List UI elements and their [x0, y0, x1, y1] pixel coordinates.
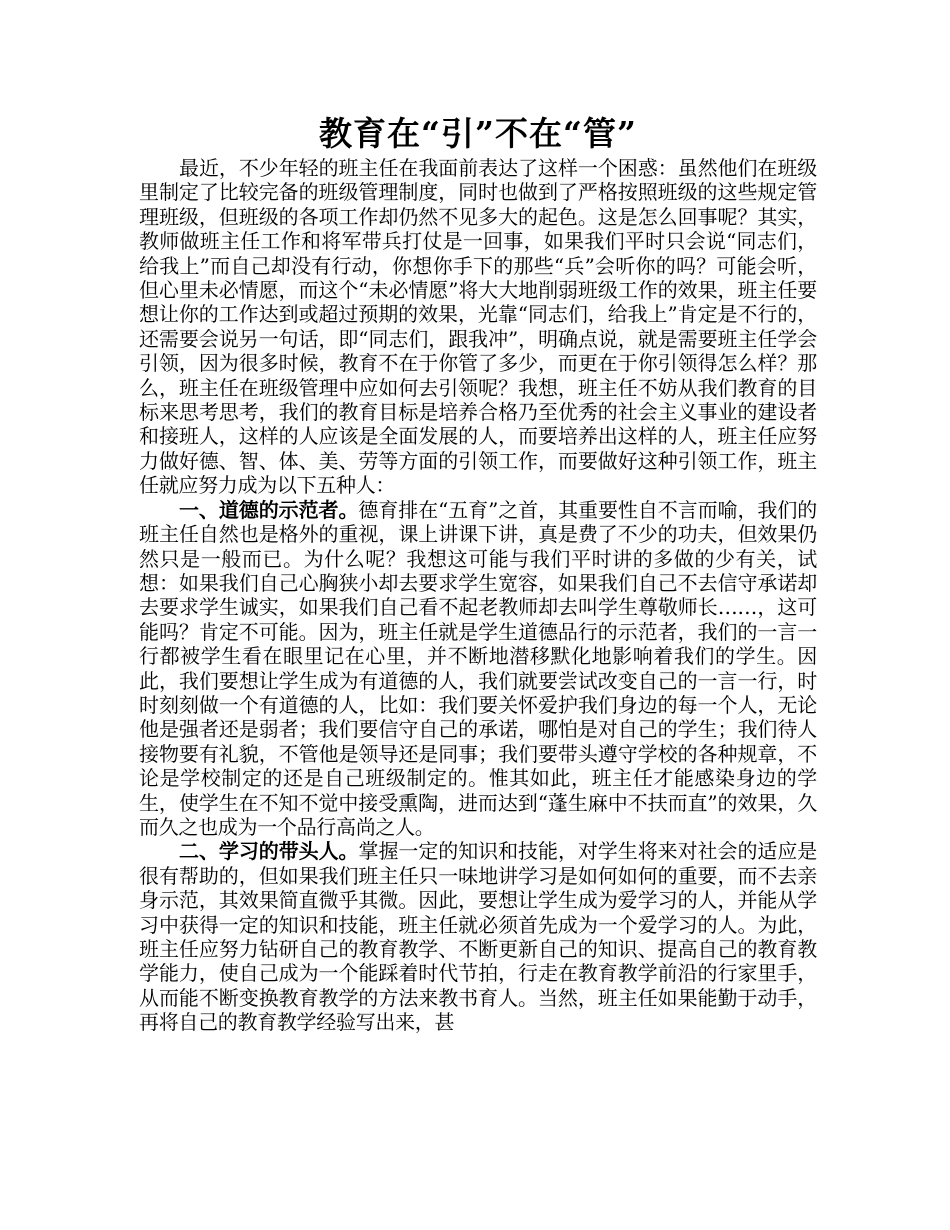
- document-body: [139, 112, 817, 1035]
- section-paragraph-learning-leader: [139, 839, 817, 1034]
- section-text-learning-leader: 掌握一定的知识和技能，对学生将来对社会的适应是很有帮助的，但如果我们班主任只一味地讲学习是如何如何的重要，而不去亲身示范，其效果简直微乎其微。因此，要想让学生成为爱学习的人，并能从学习中获得一定的知识和技能，班主任就必须首先成为一个爱学习的人。为此，班主任应努力钻研自己的教育教学、不断更新自己的知识、提高自己的教育教学能力，使自己成为一个能踩着时代节拍，行走在教育教学前沿的行家里手，从而能不断变换教育教学的方法来教书育人。当然，班主任如果能勤于动手，再将自己的教育教学经验写出来，甚: [139, 839, 817, 1035]
- section-paragraph-moral-model: [139, 498, 817, 840]
- section-text-moral-model: 德育排在“五育”之首，其重要性自不言而喻，我们的班主任自然也是格外的重视，课上讲课下讲，真是费了不少的功夫，但效果仍然只是一般而已。为什么呢？我想这可能与我们平时讲的多做的少有关，试想：如果我们自己心胸狭小却去要求学生宽容，如果我们自己不去信守承诺却去要求学生诚实，如果我们自己看不起老教师却去叫学生尊敬师长……，这可能吗？肯定不可能。因为，班主任就是学生道德品行的示范者，我们的一言一行都被学生看在眼里记在心里，并不断地潜移默化地影响着我们的学生。因此，我们要想让学生成为有道德的人，我们就要尝试改变自己的一言一行，时时刻刻做一个有道德的人，比如：我们要关怀爱护我们身边的每一个人，无论他是强者还是弱者；我们要信守自己的承诺，哪怕是对自己的学生；我们待人接物要有礼貌，不管他是领导还是同事；我们要带头遵守学校的各种规章，不论是学校制定的还是自己班级制定的。惟其如此，班主任才能感染身边的学生，使学生在不知不觉中接受熏陶，进而达到“蓬生麻中不扶而直”的效果，久而久之也成为一个品行高尚之人。: [139, 497, 818, 839]
- page-title: 教育在“引”不在“管”: [319, 114, 637, 153]
- intro-paragraph: 最近，不少年轻的班主任在我面前表达了这样一个困惑：虽然他们在班级里制定了比较完备的班级管理制度，同时也做到了严格按照班级的这些规定管理班级，但班级的各项工作却仍然不见多大的起色。这是怎么回事呢？其实，教师做班主任工作和将军带兵打仗是一回事，如果我们平时只会说“同志们，给我上”而自己却没有行动，你想你手下的那些“兵”会听你的吗？可能会听，但心里未必情愿，而这个“未必情愿”将大大地削弱班级工作的效果，班主任要想让你的工作达到或超过预期的效果，光靠“同志们，给我上”肯定是不行的，还需要会说另一句话，即“同志们，跟我冲”，明确点说，就是需要班主任学会引领，因为很多时候，教育不在于你管了多少，而更在于你引领得怎么样？那么，班主任在班级管理中应如何去引领呢？我想，班主任不妨从我们教育的目标来思考思考，我们的教育目标是培养合格乃至优秀的社会主义事业的建设者和接班人，这样的人应该是全面发展的人，而要培养出这样的人，班主任应努力做好德、智、体、美、劳等方面的引领工作，而要做好这种引领工作，班主任就应努力成为以下五种人：: [139, 156, 817, 498]
- section-heading-learning-leader: 二、学习的带头人。: [179, 839, 359, 864]
- section-heading-moral-model: 一、道德的示范者。: [179, 497, 359, 522]
